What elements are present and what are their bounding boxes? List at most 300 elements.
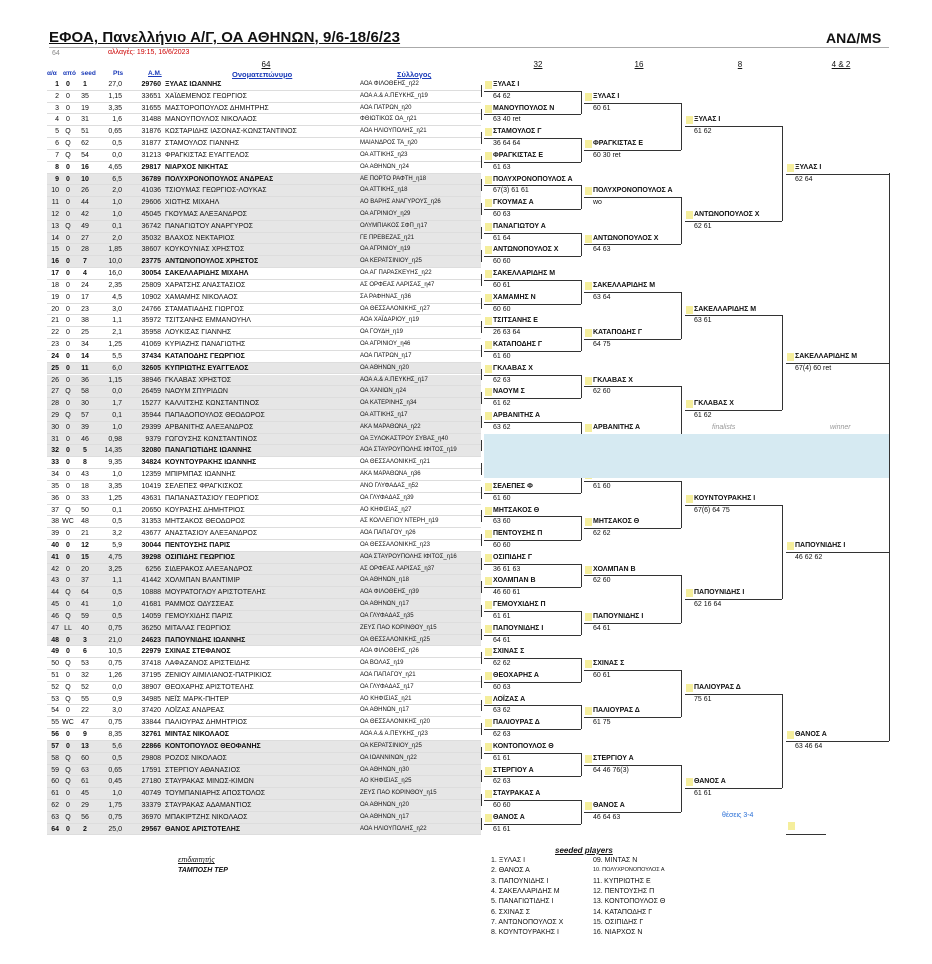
player-club: ΣΑ ΡΑΦΗΝΑΣ_η36 xyxy=(360,293,411,300)
bracket-winner[interactable]: ΠΑΛΙΟΥΡΑΣ Δ xyxy=(694,683,741,691)
bracket-winner[interactable]: ΞΥΛΑΣ Ι xyxy=(493,81,520,88)
player-club: ΟΑ ΑΘΗΝΩΝ_η24 xyxy=(360,163,409,170)
bracket-winner[interactable]: ΜΗΤΣΑΚΟΣ Θ xyxy=(593,518,640,526)
bracket-winner[interactable]: ΚΟΝΤΟΠΟΥΛΟΣ Θ xyxy=(493,742,554,750)
player-row[interactable] xyxy=(47,753,481,765)
row-number: 53 xyxy=(51,695,59,703)
bracket-connector xyxy=(681,670,682,717)
player-club: ΑΟ ΚΗΦΙΣΙΑΣ_η25 xyxy=(360,778,412,785)
player-row[interactable] xyxy=(47,422,481,434)
bracket-winner[interactable]: ΞΥΛΑΣ Ι xyxy=(593,92,620,100)
registration-number: 43631 xyxy=(141,494,161,502)
seed-marker xyxy=(585,802,592,810)
entry-status: 0 xyxy=(66,565,70,573)
bracket-winner[interactable]: ΠΑΠΟΥΝΙΔΗΣ Ι xyxy=(493,624,544,632)
seed-number: 58 xyxy=(81,388,89,396)
player-row[interactable] xyxy=(47,185,481,197)
seed-number: 11 xyxy=(81,364,89,372)
match-score: 61 60 xyxy=(493,352,511,360)
col-header-am: Α.Μ. xyxy=(148,70,162,77)
player-club: ΟΑ ΘΕΣΣΑΛΟΝΙΚΗΣ_η23 xyxy=(360,541,430,548)
col-header-seed: seed xyxy=(81,70,96,77)
bracket-connector xyxy=(581,705,582,729)
registration-number: 31655 xyxy=(141,104,161,112)
entry-status: 0 xyxy=(66,742,70,750)
player-name: ΤΣΙΟΥΜΑΣ ΓΕΩΡΓΙΟΣ-ΛΟΥΚΑΣ xyxy=(165,187,267,195)
player-row[interactable] xyxy=(47,623,481,635)
seed-number: 5 xyxy=(83,447,87,455)
r64-connector xyxy=(481,392,482,404)
bracket-winner[interactable]: ΠΑΝΑΓΙΩΤΟΥ Α xyxy=(493,222,546,230)
ranking-points: 0,5 xyxy=(112,754,122,762)
player-club: ΟΑ ΑΤΤΙΚΗΣ_η17 xyxy=(360,411,408,418)
ranking-points: 2,35 xyxy=(108,281,122,289)
bracket-winner[interactable]: ΣΕΛΕΠΕΣ Φ xyxy=(493,482,533,490)
player-row[interactable] xyxy=(47,150,481,162)
row-number: 40 xyxy=(51,541,59,549)
final-connector xyxy=(889,173,890,740)
player-row[interactable] xyxy=(47,812,481,824)
entry-status: 0 xyxy=(66,270,70,278)
row-number: 39 xyxy=(51,530,59,538)
bracket-winner[interactable]: ΧΟΛΜΠΑΝ Β xyxy=(493,577,536,585)
entry-status: 0 xyxy=(66,459,70,467)
row-number: 62 xyxy=(51,802,59,810)
row-number: 2 xyxy=(55,92,59,100)
bracket-winner[interactable]: ΠΑΠΟΥΝΙΔΗΣ Ι xyxy=(694,589,745,597)
bracket-winner[interactable]: ΘΑΝΟΣ Α xyxy=(593,802,625,810)
bracket-connector xyxy=(782,505,783,600)
match-score: 63 62 xyxy=(493,423,511,431)
player-row[interactable] xyxy=(47,635,481,647)
r64-connector xyxy=(481,558,482,570)
ranking-points: 25,0 xyxy=(108,825,122,833)
player-row[interactable] xyxy=(47,741,481,753)
player-row[interactable] xyxy=(47,776,481,788)
player-row[interactable] xyxy=(47,292,481,304)
seed-number: 49 xyxy=(81,222,89,230)
registration-number: 26459 xyxy=(141,388,161,396)
match-score: 36 64 64 xyxy=(493,140,521,148)
player-row[interactable] xyxy=(47,244,481,256)
player-row[interactable] xyxy=(47,765,481,777)
player-row[interactable] xyxy=(47,386,481,398)
player-row[interactable] xyxy=(47,268,481,280)
bracket-winner[interactable]: ΣΧΙΝΑΣ Σ xyxy=(593,660,625,668)
row-number: 19 xyxy=(51,293,59,301)
player-club: ΟΑ ΙΩΑΝΝΙΝΩΝ_η22 xyxy=(360,754,417,761)
row-number: 15 xyxy=(51,246,59,254)
ranking-points: 2,0 xyxy=(112,187,122,195)
match-score: 60 60 xyxy=(493,802,511,810)
entry-status: Q xyxy=(65,683,71,691)
player-row[interactable] xyxy=(47,469,481,481)
bracket-winner[interactable]: ΞΥΛΑΣ Ι xyxy=(795,163,822,171)
player-row[interactable] xyxy=(47,824,481,836)
seeded-player: 1. ΞΥΛΑΣ Ι xyxy=(491,857,526,864)
player-name: ΟΣΙΠΙΔΗΣ ΓΕΩΡΓΙΟΣ xyxy=(165,553,235,561)
player-row[interactable] xyxy=(47,552,481,564)
bracket-winner[interactable]: ΣΤΕΡΓΙΟΥ Α xyxy=(493,766,534,774)
player-club: ΟΛΥΜΠΙΑΚΟΣ ΣΦΠ_η17 xyxy=(360,222,428,229)
player-name: ΚΑΛΛΙΤΣΗΣ ΚΩΝΣΤΑΝΤΙΝΟΣ xyxy=(165,400,260,408)
player-row[interactable] xyxy=(47,682,481,694)
player-club: ΟΑ ΑΤΤΙΚΗΣ_η23 xyxy=(360,151,408,158)
bracket-winner[interactable]: ΘΕΟΧΑΡΗΣ Α xyxy=(493,672,539,679)
bracket-winner[interactable]: ΧΟΛΜΠΑΝ Β xyxy=(593,565,636,573)
seed-marker xyxy=(485,199,492,207)
bracket-winner[interactable]: ΓΚΛΑΒΑΣ Χ xyxy=(593,376,633,384)
entry-status: 0 xyxy=(66,81,70,88)
r64-connector xyxy=(481,487,482,499)
seed-marker xyxy=(585,660,592,668)
round-header-16: 16 xyxy=(634,60,644,69)
seed-number: 52 xyxy=(81,683,89,691)
player-row[interactable] xyxy=(47,209,481,221)
bracket-winner[interactable]: ΑΝΤΩΝΟΠΟΥΛΟΣ Χ xyxy=(694,211,760,219)
bracket-winner[interactable]: ΣΑΚΕΛΛΑΡΙΔΗΣ Μ xyxy=(493,270,556,278)
seed-marker xyxy=(485,743,492,751)
bracket-winner[interactable]: ΓΚΛΑΒΑΣ Χ xyxy=(493,364,533,372)
bracket-winner[interactable]: ΣΑΚΕΛΛΑΡΙΔΗΣ Μ xyxy=(593,281,656,289)
player-name: ΚΥΠΡΙΩΤΗΣ ΕΥΑΓΓΕΛΟΣ xyxy=(165,364,249,372)
player-row[interactable] xyxy=(47,800,481,812)
seed-number: 27 xyxy=(81,234,89,242)
ranking-points: 3,0 xyxy=(112,707,122,715)
registration-number: 37434 xyxy=(141,352,161,360)
bracket-winner[interactable]: ΑΝΤΩΝΟΠΟΥΛΟΣ Χ xyxy=(593,234,659,242)
bracket-connector xyxy=(581,280,582,304)
player-row[interactable] xyxy=(47,363,481,375)
seed-number: 20 xyxy=(81,565,89,573)
round-header-32: 32 xyxy=(533,60,543,69)
player-row[interactable] xyxy=(47,398,481,410)
player-row[interactable] xyxy=(47,457,481,469)
player-club: ΑΝΟ ΓΛΥΦΑΔΑΣ_η52 xyxy=(360,482,419,489)
player-name: ΓΩΓΟΥΣΗΣ ΚΩΝΣΤΑΝΤΙΝΟΣ xyxy=(165,435,258,443)
player-row[interactable] xyxy=(47,256,481,268)
player-club: ΟΑ ΑΓΡΙΝΙΟΥ_η29 xyxy=(360,211,411,218)
player-name: ΜΗΤΣΑΚΟΣ ΘΕΟΔΩΡΟΣ xyxy=(165,518,246,526)
player-row[interactable] xyxy=(47,375,481,387)
final-box xyxy=(484,434,889,478)
player-row[interactable] xyxy=(47,670,481,682)
player-row[interactable] xyxy=(47,233,481,245)
ranking-points: 1,0 xyxy=(112,601,122,609)
row-number: 38 xyxy=(51,518,59,526)
seed-number: 19 xyxy=(81,104,89,112)
bracket-winner[interactable]: ΘΑΝΟΣ Α xyxy=(493,813,525,821)
player-row[interactable] xyxy=(47,339,481,351)
player-row[interactable] xyxy=(47,315,481,327)
player-row[interactable] xyxy=(47,126,481,138)
player-list xyxy=(47,79,481,836)
ranking-points: 0,5 xyxy=(112,589,122,597)
player-row[interactable] xyxy=(47,410,481,422)
seed-number: 35 xyxy=(81,92,89,100)
bracket-winner[interactable]: ΠΟΛΥΧΡΟΝΟΠΟΥΛΟΣ Α xyxy=(493,175,573,183)
ranking-points: 27,0 xyxy=(108,81,122,88)
player-row[interactable] xyxy=(47,162,481,174)
entry-status: 0 xyxy=(66,790,70,798)
player-club: ΟΑ ΑΓΡΙΝΙΟΥ_η46 xyxy=(360,341,411,348)
player-row[interactable] xyxy=(47,694,481,706)
seed-marker xyxy=(485,81,492,89)
entry-status: 0 xyxy=(66,707,70,715)
entry-status: 0 xyxy=(66,648,70,656)
bracket-winner[interactable]: ΘΑΝΟΣ Α xyxy=(694,778,726,786)
seed-marker xyxy=(585,140,592,148)
registration-number: 29817 xyxy=(141,163,161,171)
player-row[interactable] xyxy=(47,114,481,126)
registration-number: 22866 xyxy=(141,742,161,750)
ranking-points: 1,1 xyxy=(112,577,122,585)
seed-number: 28 xyxy=(81,246,89,254)
player-row[interactable] xyxy=(47,717,481,729)
seed-number: 59 xyxy=(81,612,89,620)
player-row[interactable] xyxy=(47,197,481,209)
ranking-points: 0,9 xyxy=(112,695,122,703)
player-name: ΘΕΟΧΑΡΗΣ ΑΡΙΣΤΟΤΕΛΗΣ xyxy=(165,683,254,691)
bracket-connector xyxy=(581,800,582,824)
match-score: 64 61 xyxy=(593,624,611,632)
bracket-winner[interactable]: ΓΕΜΟΥΧΙΔΗΣ Π xyxy=(493,601,546,609)
player-row[interactable] xyxy=(47,174,481,186)
r64-connector xyxy=(481,818,482,830)
ranking-points: 0,75 xyxy=(108,719,122,727)
ranking-points: 1,0 xyxy=(112,790,122,798)
player-row[interactable] xyxy=(47,599,481,611)
player-name: ΣΤΑΜΟΥΛΟΣ ΓΙΑΝΝΗΣ xyxy=(165,140,240,148)
player-club: ΟΑ ΑΘΗΝΩΝ_η17 xyxy=(360,813,409,820)
player-row[interactable] xyxy=(47,434,481,446)
player-club: ΑΟΑ ΠΑΠΑΓΟΥ_η26 xyxy=(360,530,416,537)
registration-number: 31213 xyxy=(141,151,161,159)
seed-marker xyxy=(485,176,492,184)
bracket-winner[interactable]: ΑΝΤΩΝΟΠΟΥΛΟΣ Χ xyxy=(493,246,559,254)
player-row[interactable] xyxy=(47,351,481,363)
player-row[interactable] xyxy=(47,611,481,623)
bracket-winner[interactable]: ΤΣΙΤΣΑΝΗΣ Ε xyxy=(493,317,538,325)
player-row[interactable] xyxy=(47,540,481,552)
seed-marker xyxy=(485,790,492,798)
player-row[interactable] xyxy=(47,564,481,576)
entry-status: Q xyxy=(65,778,71,786)
r64-connector xyxy=(481,369,482,381)
seed-number: 43 xyxy=(81,471,89,479)
bracket-winner[interactable]: ΚΑΤΑΠΟΔΗΣ Γ xyxy=(593,329,643,337)
player-row[interactable] xyxy=(47,729,481,741)
entry-status: Q xyxy=(65,754,71,762)
registration-number: 36742 xyxy=(141,222,161,230)
registration-number: 35944 xyxy=(141,411,161,419)
entry-status: 0 xyxy=(66,376,70,384)
bracket-winner[interactable]: ΠΟΛΥΧΡΟΝΟΠΟΥΛΟΣ Α xyxy=(593,187,673,195)
match-score: 62 63 xyxy=(493,778,511,786)
seed-marker xyxy=(485,814,492,822)
row-number: 11 xyxy=(51,199,59,207)
seed-number: 31 xyxy=(81,116,89,124)
r64-connector xyxy=(481,770,482,782)
match-score: 64 75 xyxy=(593,341,611,349)
player-club: ΑΚΑ ΜΑΡΑΘΩΝΑ_η22 xyxy=(360,423,421,430)
bracket-winner[interactable]: ΣΧΙΝΑΣ Σ xyxy=(493,648,525,656)
bracket-winner[interactable]: ΜΑΝΟΥΠΟΥΛΟΣ Ν xyxy=(493,104,555,112)
ranking-points: 4,75 xyxy=(108,553,122,561)
player-name: ΛΟΥΚΙΣΑΣ ΓΙΑΝΝΗΣ xyxy=(165,329,232,337)
player-row[interactable] xyxy=(47,445,481,457)
bracket-winner[interactable]: ΣΑΚΕΛΛΑΡΙΔΗΣ Μ xyxy=(694,305,757,313)
seeded-player: 11. ΚΥΠΡΙΩΤΗΣ Ε xyxy=(593,877,651,885)
player-name: ΣΧΙΝΑΣ ΣΤΕΦΑΝΟΣ xyxy=(165,648,231,656)
row-number: 12 xyxy=(51,211,59,219)
player-name: ΛΑΦΑΖΑΝΟΣ ΑΡΙΣΤΕΙΔΗΣ xyxy=(165,660,251,668)
player-name: ΧΙΩΤΗΣ ΜΙΧΑΗΛ xyxy=(165,199,220,207)
bracket-winner[interactable]: ΜΗΤΣΑΚΟΣ Θ xyxy=(493,506,540,514)
player-row[interactable] xyxy=(47,304,481,316)
bracket-winner[interactable]: ΣΤΑΜΟΥΛΟΣ Γ xyxy=(493,128,542,136)
registration-number: 24766 xyxy=(141,305,161,313)
player-name: ΣΑΚΕΛΛΑΡΙΔΗΣ ΜΙΧΑΗΛ xyxy=(165,270,249,278)
bronze-match-label[interactable]: θέσεις 3-4 xyxy=(722,812,754,819)
bracket-winner[interactable]: ΠΑΛΙΟΥΡΑΣ Δ xyxy=(493,719,540,727)
ranking-points: 10,5 xyxy=(108,648,122,656)
seed-number: 40 xyxy=(81,624,89,632)
bracket-winner[interactable]: ΟΣΙΠΙΔΗΣ Γ xyxy=(493,553,533,561)
seed-marker xyxy=(686,684,693,692)
seed-number: 12 xyxy=(81,541,89,549)
match-score: 61 75 xyxy=(593,719,611,727)
registration-number: 14059 xyxy=(141,612,161,620)
bracket-winner[interactable]: ΣΤΕΡΓΙΟΥ Α xyxy=(593,754,634,762)
player-name: ΜΑΝΟΥΠΟΥΛΟΣ ΝΙΚΟΛΑΟΣ xyxy=(165,116,257,124)
seed-number: 57 xyxy=(81,411,89,419)
ranking-points: 8,35 xyxy=(108,731,122,739)
row-number: 59 xyxy=(51,766,59,774)
player-row[interactable] xyxy=(47,221,481,233)
seed-number: 54 xyxy=(81,151,89,159)
seed-marker xyxy=(485,341,492,349)
player-row[interactable] xyxy=(47,788,481,800)
registration-number: 38946 xyxy=(141,376,161,384)
seed-marker xyxy=(485,246,492,254)
r64-connector xyxy=(481,109,482,121)
match-score: 60 60 xyxy=(493,258,511,266)
row-number: 49 xyxy=(51,648,59,656)
bracket-winner[interactable]: ΞΥΛΑΣ Ι xyxy=(694,116,721,124)
player-row[interactable] xyxy=(47,79,481,91)
row-number: 22 xyxy=(51,329,59,337)
ranking-points: 1,0 xyxy=(112,199,122,207)
player-name: ΠΟΛΥΧΡΟΝΟΠΟΥΛΟΣ ΑΝΔΡΕΑΣ xyxy=(165,175,274,183)
bracket-winner[interactable]: ΠΑΛΙΟΥΡΑΣ Δ xyxy=(593,707,640,715)
seed-marker xyxy=(485,128,492,136)
ranking-points: 0,5 xyxy=(112,140,122,148)
player-row[interactable] xyxy=(47,705,481,717)
player-row[interactable] xyxy=(47,138,481,150)
bracket-winner[interactable]: ΣΤΑΥΡΑΚΑΣ Α xyxy=(493,790,541,798)
entry-status: Q xyxy=(65,506,71,514)
seed-marker xyxy=(686,306,693,314)
bracket-winner[interactable]: ΛΟΪΖΑΣ Α xyxy=(493,695,526,703)
player-row[interactable] xyxy=(47,103,481,115)
registration-number: 34985 xyxy=(141,695,161,703)
row-number: 25 xyxy=(51,364,59,372)
bracket-winner[interactable]: ΠΕΝΤΟΥΣΗΣ Π xyxy=(493,530,543,538)
player-name: ΚΟΝΤΟΠΟΥΛΟΣ ΘΕΟΦΑΝΗΣ xyxy=(165,742,261,750)
match-score: 67(4) 60 ret xyxy=(795,364,832,372)
bracket-winner[interactable]: ΓΚΛΑΒΑΣ Χ xyxy=(694,400,734,408)
ranking-points: 4,5 xyxy=(112,293,122,301)
player-name: ΠΑΝΑΓΙΩΤΟΥ ΑΝΑΡΓΥΡΟΣ xyxy=(165,222,253,230)
bracket-winner[interactable]: ΚΑΤΑΠΟΔΗΣ Γ xyxy=(493,341,543,349)
bracket-winner[interactable]: ΝΑΟΥΜ Σ xyxy=(493,388,525,396)
player-club: ΑΟΑ ΣΤΑΥΡΟΥΠΟΛΗΣ ΙΦΙΤΟΣ_η19 xyxy=(360,447,457,454)
player-row[interactable] xyxy=(47,91,481,103)
row-number: 21 xyxy=(51,317,59,325)
bracket-winner[interactable]: ΓΚΟΥΜΑΣ Α xyxy=(493,199,534,207)
player-row[interactable] xyxy=(47,493,481,505)
seed-marker xyxy=(686,211,693,219)
match-score: 61 62 xyxy=(694,128,712,136)
seed-number: 34 xyxy=(81,341,89,349)
player-row[interactable] xyxy=(47,516,481,528)
registration-number: 40749 xyxy=(141,790,161,798)
seed-number: 48 xyxy=(81,518,89,526)
player-row[interactable] xyxy=(47,658,481,670)
bracket-connector xyxy=(581,327,582,351)
bracket-winner[interactable]: ΧΑΜΑΜΗΣ Ν xyxy=(493,293,536,301)
player-row[interactable] xyxy=(47,481,481,493)
bracket-winner[interactable]: ΦΡΑΓΚΙΣΤΑΣ Ε xyxy=(593,140,643,148)
player-club: ΟΑ ΑΘΗΝΩΝ_η20 xyxy=(360,364,409,371)
bracket-winner[interactable]: ΑΡΒΑΝΙΤΗΣ Α xyxy=(493,411,541,419)
bracket-winner[interactable]: ΠΑΠΟΥΝΙΔΗΣ Ι xyxy=(593,612,644,620)
player-row[interactable] xyxy=(47,505,481,517)
ranking-points: 1,85 xyxy=(108,246,122,254)
player-row[interactable] xyxy=(47,327,481,339)
bracket-winner[interactable]: ΘΑΝΟΣ Α xyxy=(795,731,827,739)
seed-number: 1 xyxy=(83,81,87,88)
player-row[interactable] xyxy=(47,280,481,292)
seed-marker xyxy=(485,365,492,373)
player-club: ΟΑ ΘΕΣΣΑΛΟΝΙΚΗΣ_η20 xyxy=(360,719,430,726)
r64-connector xyxy=(481,652,482,664)
match-score: 61 61 xyxy=(493,754,511,762)
entry-status: 0 xyxy=(66,246,70,254)
bracket-winner[interactable]: ΣΑΚΕΛΛΑΡΙΔΗΣ Μ xyxy=(795,352,858,360)
ranking-points: 3,25 xyxy=(108,565,122,573)
match-score: 62 63 xyxy=(493,376,511,384)
player-row[interactable] xyxy=(47,575,481,587)
bracket-connector xyxy=(782,694,783,789)
seed-number: 9 xyxy=(83,731,87,739)
seed-number: 7 xyxy=(83,258,87,266)
seed-number: 33 xyxy=(81,494,89,502)
player-row[interactable] xyxy=(47,646,481,658)
seed-marker xyxy=(686,400,693,408)
seed-number: 55 xyxy=(81,695,89,703)
seed-number: 63 xyxy=(81,766,89,774)
registration-number: 23775 xyxy=(141,258,161,266)
player-row[interactable] xyxy=(47,587,481,599)
player-row[interactable] xyxy=(47,528,481,540)
bracket-winner[interactable]: ΦΡΑΓΚΙΣΤΑΣ Ε xyxy=(493,151,543,159)
bracket-winner[interactable]: ΑΡΒΑΝΙΤΗΣ Α xyxy=(593,423,641,431)
bracket-winner[interactable]: ΠΑΠΟΥΝΙΔΗΣ Ι xyxy=(795,541,846,549)
bracket-winner[interactable]: ΚΟΥΝΤΟΥΡΑΚΗΣ Ι xyxy=(694,494,756,502)
bracket-connector xyxy=(581,611,582,635)
